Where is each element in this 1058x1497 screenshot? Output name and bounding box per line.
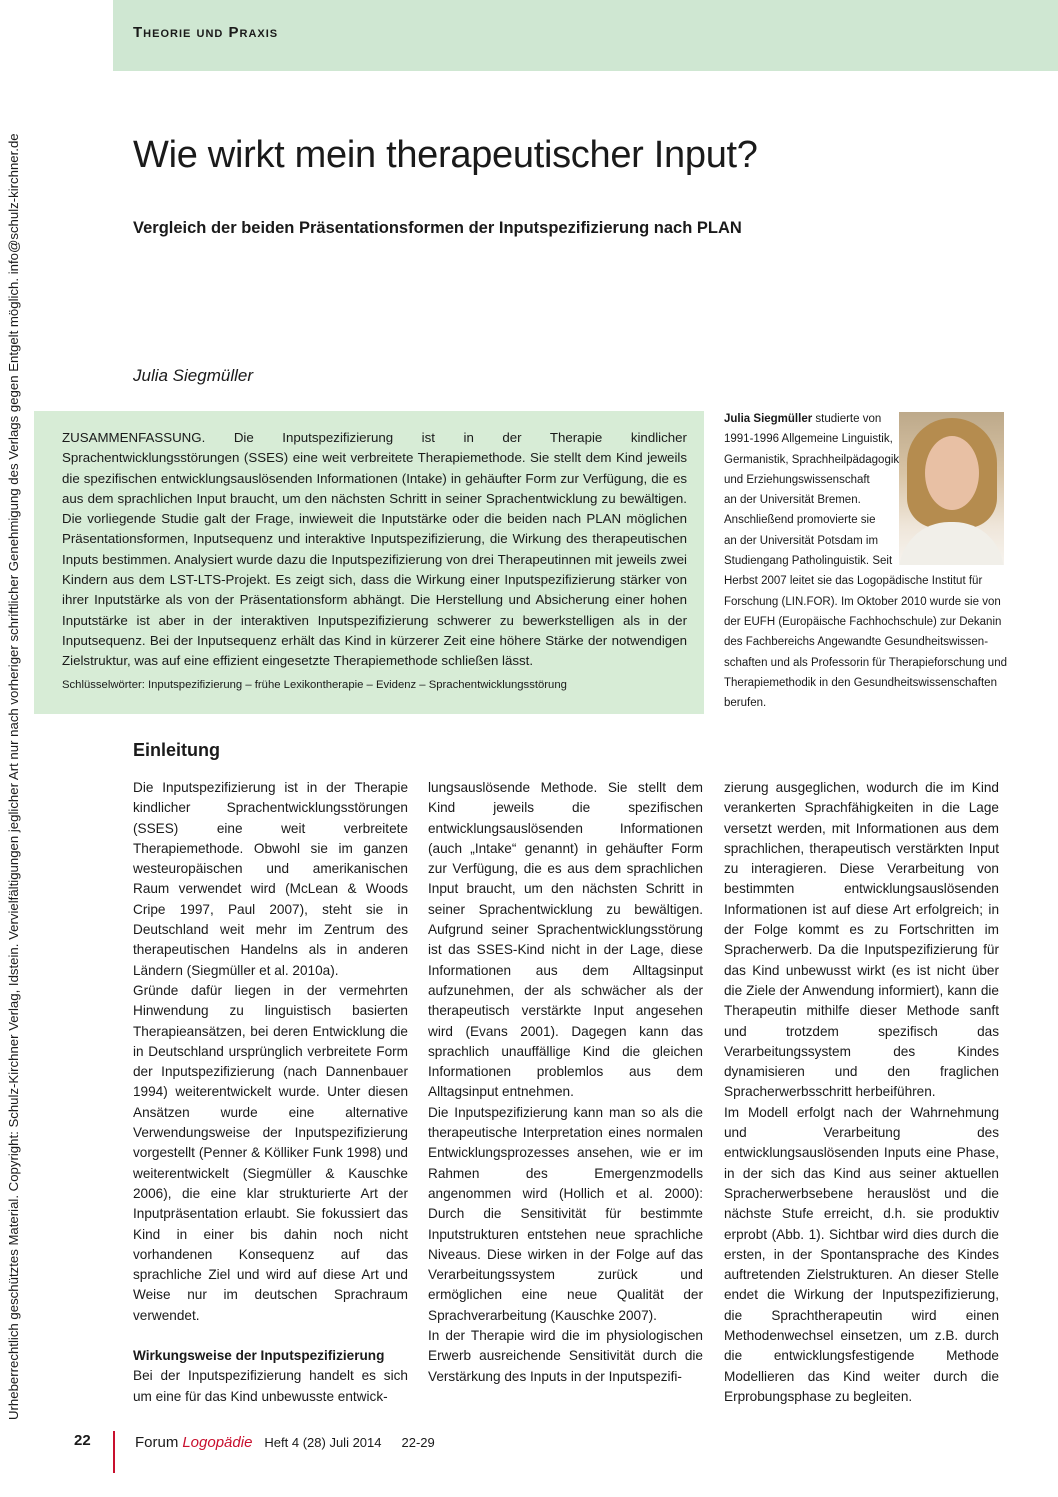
- bio-line: Studiengang Patholinguistik. Seit: [724, 555, 893, 568]
- bio-line: des Fachbereichs Angewandte Gesundheitswissen-: [724, 636, 989, 649]
- photo-face: [925, 436, 979, 510]
- paragraph: lungsauslösende Methode. Sie stellt dem Kind jeweils die spezifischen entwicklungsauslösenden Informationen (auch „Intake“ genannt) in gehäufter Form zur Verfügung, die es aus dem sprachlichen Input braucht, um den nächsten Schritt in seiner Sprachentwicklung zu bewältigen. Aufgrund seiner Sprachentwicklungsstörung ist das SSES-Kind nicht in der Lage, diese Informationen aus dem Alltagsinput aufzunehmen, der als schwächer als der therapeutisch verstärkte Input angesehen wird (Evans 2001). Dagegen kann das sprachlich unauffällige Kind die gleichen Informationen problemlos aus dem Alltagsinput entnehmen.: [428, 780, 703, 1100]
- bio-line: Herbst 2007 leitet sie das Logopädische Institut für: [724, 575, 983, 588]
- abstract-text: ZUSAMMENFASSUNG. Die Inputspezifizierung ist in der Therapie kindlicher Sprachentwicklungsstörungen (SSES) eine weit verbreitete Therapiemethode. Sie stellt dem Kind jeweils die spezifischen entwicklungsauslösenden Informationen (Intake) in gehäufter Form zur Verfügung, die es aus dem sprachlichen Input braucht, um den nächsten Schritt in seiner Sprachentwicklung zu bewältigen. Die vorliegende Studie galt der Frage, inwieweit die Inputstärke oder die beiden nach PLAN möglichen Präsentationsformen, Inputsequenz und interaktive Inputspezifizierung, die Wirkung des therapeutischen Inputs bestimmen. Analysiert wurde dazu die Inputspezifizierung von drei Therapeutinnen mit jeweils zwei Kindern aus dem LST-LTS-Projekt. Es zeigt sich, dass die Wirkung einer Inputspezifizierung stärker von ihrer Inputstärke als von der Präsentationsform abhängt. Die Herstellung und Absicherung einer hohen Inputstärke ist aber in der interaktiven Inputspezifizierung schwerer zu bewerkstelligen als in der Inputsequenz. Bei der Inputsequenz erhält das Kind in kürzerer Zeit eine höhere Stärke der notwendigen Zielstruktur, was auf eine effizient eingesetzte Therapiemethode schließen lässt.: [62, 430, 687, 669]
- text-column-1: [133, 778, 408, 1407]
- page-number: 22: [74, 1432, 91, 1449]
- paragraph: Die Inputspezifizierung ist in der Therapie kindlicher Sprachentwicklungsstörungen (SSES) eine weit verbreitete Therapiemethode. Obwohl sie im ganzen westeuropäischen und amerikanischen Raum verwendet wird (McLean & Woods Cripe 1997, Paul 2007), steht sie in Deutschland weit mehr im Zentrum des therapeutischen Handelns als in anderen Ländern (Siegmüller et al. 2010a).: [133, 780, 408, 978]
- article-title: Wie wirkt mein therapeutischer Input?: [133, 134, 758, 176]
- bio-line: Germanistik, Sprachheilpädagogik: [724, 453, 900, 466]
- photo-shoulders: [899, 522, 1004, 565]
- copyright-notice: Urheberrechtlich geschütztes Material. Copyright: Schulz-Kirchner Verlag, Idstein. Vervielfältigungen jeglicher Art nur nach vorheriger schriftlicher Genehmigung des Verlags gegen Entgelt möglich. info@schulz-kirchner.de: [6, 133, 21, 1420]
- bio-line: Anschließend promovierte sie: [724, 514, 876, 527]
- bio-line: berufen.: [724, 697, 767, 710]
- bio-line: 1991-1996 Allgemeine Linguistik,: [724, 433, 893, 446]
- article-author: Julia Siegmüller: [133, 366, 253, 385]
- article-subtitle: Vergleich der beiden Präsentationsformen der Inputspezifizierung nach PLAN: [133, 219, 742, 237]
- journal-pages: 22-29: [401, 1435, 435, 1450]
- journal-brand: Logopädie: [182, 1434, 253, 1451]
- author-photo: [899, 412, 1004, 565]
- bio-line: Therapiemethodik in den Gesundheitswissenschaften: [724, 676, 997, 689]
- bio-text: studierte von: [815, 413, 882, 425]
- journal-footer: [135, 1434, 435, 1451]
- text-column-2: [428, 778, 703, 1387]
- bio-line: Forschung (LIN.FOR). Im Oktober 2010 wurde sie von: [724, 595, 1001, 608]
- paragraph: In der Therapie wird die im physiologischen Erwerb ausreichende Sensitivität durch die Verstärkung des Inputs in der Inputspezifi-: [428, 1328, 703, 1384]
- bio-line: und Erziehungswissenschaft: [724, 473, 870, 486]
- text-column-3: [724, 778, 999, 1407]
- bio-line: an der Universität Bremen.: [724, 494, 861, 507]
- subheading: Wirkungsweise der Inputspezifizierung: [133, 1348, 385, 1364]
- paragraph: Gründe dafür liegen in der vermehrten Hinwendung zu linguistisch basierten Therapieansätzen, bei deren Entwicklung die in Deutschland ursprünglich verbreitete Form der Inputspezifizierung (nach Dannenbauer 1994) weiterentwickelt wurde. Unter diesen Ansätzen wurde eine alternative Verwendungsweise der Inputspezifizierung vorgestellt (Penner & Kölliker Funk 1998) und weiterentwickelt (Siegmüller & Kauschke 2006), die eine klar strukturierte Art der Inputpräsentation erlaubt. Sie fokussiert das Kind in einer bis dahin noch nicht vorhandenen Konsequenz auf das sprachliche Ziel und wird auf diese Art und Weise nur im deutschen Sprachraum verwendet.: [133, 982, 408, 1323]
- paragraph: Bei der Inputspezifizierung handelt es sich um eine für das Kind unbewusste entwick-: [133, 1368, 408, 1404]
- footer-divider: [113, 1431, 115, 1473]
- keywords: Schlüsselwörter: Inputspezifizierung – frühe Lexikontherapie – Evidenz – Sprachentwicklungsstörung: [62, 679, 567, 691]
- bio-name: Julia Siegmüller: [724, 413, 813, 425]
- paragraph: zierung ausgeglichen, wodurch die im Kind verankerten Sprachfähigkeiten in die Lage versetzt werden, mit Informationen aus dem sprachlichen, therapeutisch verstärkten Input zu interagieren. Diese Verarbeitung von bestimmten entwicklungsauslösenden Informationen ist auf diese Art erfolgreich; in der Folge kommt es zu Fortschritten im Spracherwerb. Da die Inputspezifizierung für das Kind unbewusst wirkt (es ist nicht über die Ziele der Anwendung informiert), kann die Therapeutin mithilfe dieser Methode sanft und trotzdem spezifisch das Verarbeitungssystem des Kindes dynamisieren und den fraglichen Spracherwerbsschritt herbeiführen.: [724, 780, 999, 1100]
- journal-issue: Heft 4 (28) Juli 2014: [264, 1435, 382, 1450]
- paragraph: Im Modell erfolgt nach der Wahrnehmung und Verarbeitung des entwicklungsauslösenden Inputs eine Phase, in der sich das Kind aus seiner aktuellen Spracherwerbsebene herauslöst und die nächste Stufe erreicht, d.h. sie produktiv erprobt (Abb. 1). Sichtbar wird dies durch die ersten, in der Spontansprache des Kindes auftretenden Zielstrukturen. An dieser Stelle endet die Wirkung der Inputspezifizierung, die Sprachtherapeutin wird einen Methodenwechsel einsetzen, um z.B. durch die entwicklungsfestigende Methode Modellieren das Kind weiter durch die Erprobungsphase zu begleiten.: [724, 1104, 999, 1404]
- journal-name: Forum: [135, 1434, 179, 1451]
- bio-line: an der Universität Potsdam im: [724, 534, 879, 547]
- section-label: Theorie und Praxis: [133, 24, 279, 41]
- section-heading: Einleitung: [133, 740, 220, 760]
- bio-line: schaften und als Professorin für Therapieforschung und: [724, 656, 1007, 669]
- bio-line: der EUFH (Europäische Fachhochschule) zur Dekanin: [724, 615, 1002, 628]
- paragraph: Die Inputspezifizierung kann man so als die therapeutische Interpretation eines normalen Entwicklungsprozesses ansehen, wie er im Rahmen des Emergenzmodells angenommen wird (Hollich et al. 2000): Durch die Sensitivität für bestimmte Inputstrukturen entstehen neue sprachliche Niveaus. Diese wirken in der Folge auf das Verarbeitungssystem zurück und ermöglichen eine neue Qualität der Sprachverarbeitung (Kauschke 2007).: [428, 1104, 703, 1323]
